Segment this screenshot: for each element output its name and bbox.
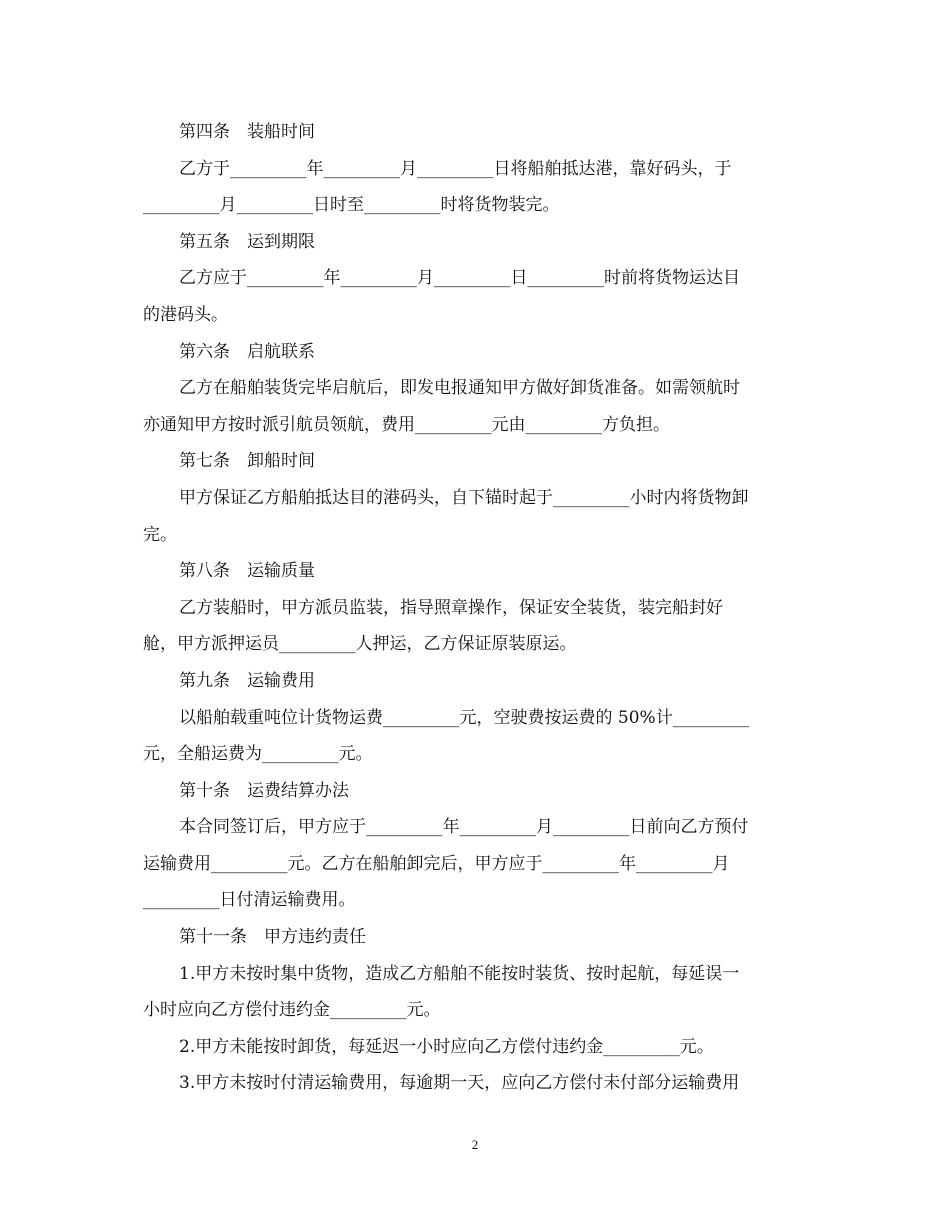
text-line: 第四条 装船时间 bbox=[179, 122, 315, 142]
text-line: 第五条 运到期限 bbox=[179, 231, 315, 252]
text-line: 第七条 卸船时间 bbox=[179, 451, 315, 472]
text-line: 第十一条 甲方违约责任 bbox=[179, 927, 366, 948]
text-line: 乙方于_________年_________月_________日将船舶抵达港，靠好码头，于 bbox=[179, 158, 732, 179]
text-line: 本合同签订后，甲方应于_________年_________月_________日前向乙方预付 bbox=[179, 817, 749, 838]
text-line: 亦通知甲方按时派引航员领航，费用_________元由_________方负担。 bbox=[143, 414, 670, 435]
text-line: 1.甲方未按时集中货物，造成乙方船舶不能按时装货、按时起航，每延误一 bbox=[179, 963, 740, 984]
text-line: 乙方装船时，甲方派员监装，指导照章操作，保证安全装货，装完船封好 bbox=[179, 597, 723, 618]
text-line: _________日付清运输费用。 bbox=[143, 890, 356, 911]
text-line: 3.甲方未按时付清运输费用，每逾期一天，应向乙方偿付未付部分运输费用 bbox=[179, 1073, 740, 1094]
text-line: 甲方保证乙方船舶抵达目的港码头，自下锚时起于_________小时内将货物卸 bbox=[179, 487, 749, 508]
text-line: 的港码头。 bbox=[143, 304, 228, 325]
text-line: 第八条 运输质量 bbox=[179, 561, 315, 582]
text-line: 第十条 运费结算办法 bbox=[179, 780, 349, 801]
text-line: 乙方在船舶装货完毕启航后，即发电报通知甲方做好卸货准备。如需领航时 bbox=[179, 378, 740, 399]
text-line: 元，全船运费为_________元。 bbox=[143, 744, 373, 765]
page-number: 2 bbox=[471, 1137, 479, 1152]
text-line: _________月_________日时至_________时将货物装完。 bbox=[143, 195, 560, 216]
text-line: 小时应向乙方偿付违约金_________元。 bbox=[143, 1000, 441, 1021]
text-line: 完。 bbox=[143, 524, 177, 545]
text-line: 乙方应于_________年_________月_________日_________时前将货物运达目 bbox=[179, 268, 740, 289]
text-line: 舱，甲方派押运员_________人押运，乙方保证原装原运。 bbox=[143, 634, 577, 655]
text-line: 第九条 运输费用 bbox=[179, 670, 315, 691]
document-body bbox=[143, 114, 803, 1102]
text-line: 第六条 启航联系 bbox=[179, 341, 315, 362]
text-line: 以船舶载重吨位计货物运费_________元，空驶费按运费的 50%计_________ bbox=[179, 707, 750, 728]
text-line: 运输费用_________元。乙方在船舶卸完后，甲方应于_________年_________月 bbox=[143, 853, 730, 874]
text-line: 2.甲方未能按时卸货，每延迟一小时应向乙方偿付违约金_________元。 bbox=[179, 1036, 714, 1057]
